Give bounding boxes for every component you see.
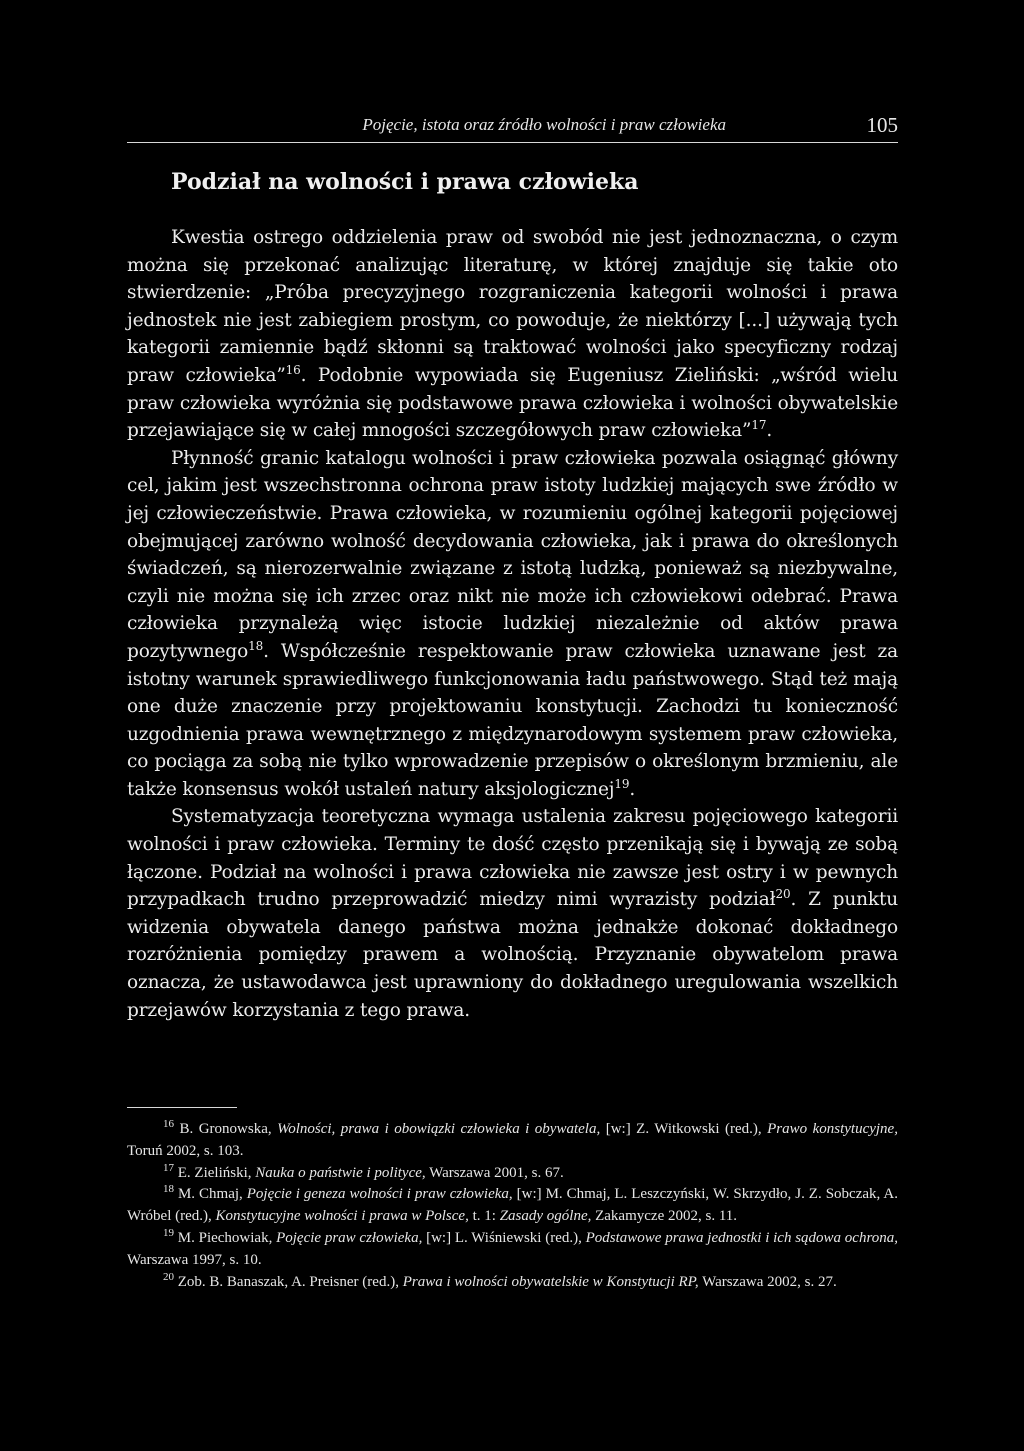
footnote-text: [w:] L. Wiśniewski (red.),: [422, 1229, 586, 1246]
footnote-title: Zasady ogólne,: [499, 1208, 592, 1225]
paragraph-text: Płynność granic katalogu wolności i praw człowieka pozwala osiągnąć główny cel, jakim jest wszechstronna ochrona praw istoty ludzkiej mających swe źródło w jej człowieczeństwie. Prawa człowieka, w rozumieniu ogólnej kategorii pojęciowej obejmującej zarówno wolność decydowania człowieka, jak i prawa do określonych świadczeń, są nierozerwalnie związane z istotą ludzką, ponieważ są niezbywalne, czyli nie można się ich zrzec oraz nikt nie może ich człowiekowi odebrać. Prawa człowieka przynależą więc istocie ludzkiej niezależnie od aktów prawa pozytywnego: [127, 447, 898, 662]
footnote-reference[interactable]: 18: [248, 638, 264, 653]
paragraph-text: .: [629, 778, 636, 800]
footnote: [127, 1184, 898, 1228]
footnote-title: Nauka o państwie i polityce,: [255, 1164, 426, 1181]
footnote: [127, 1163, 898, 1185]
footnote: [127, 1272, 898, 1294]
page-number: 105: [866, 113, 898, 137]
footnote-title: Pojęcie i geneza wolności i praw człowieka,: [246, 1186, 513, 1203]
footnote-number: 16: [163, 1118, 174, 1130]
header-rule: [127, 142, 898, 143]
paragraph-text: . Podobnie wypowiada się Eugeniusz Zieliński: „wśród wielu praw człowieka wyróżnia się podstawowe prawa człowieka i wolności obywatelskie przejawiające się w całej mnogości szczegółowych praw człowieka”: [127, 364, 898, 442]
running-title: Pojęcie, istota oraz źródło wolności i praw człowieka: [362, 115, 726, 134]
paragraph-text: .: [766, 420, 773, 442]
section-heading: Podział na wolności i prawa człowieka: [171, 169, 639, 195]
footnote-text: B. Gronowska,: [174, 1121, 278, 1137]
footnote-text: Toruń 2002, s. 103.: [127, 1142, 244, 1159]
footnote-reference[interactable]: 17: [751, 418, 767, 432]
footnote-rule: [127, 1107, 237, 1108]
footnote-title: Pojęcie praw człowieka,: [276, 1229, 423, 1246]
footnote-text: Warszawa 2002, s. 27.: [698, 1273, 837, 1290]
footnote-number: 18: [163, 1183, 174, 1196]
footnote-text: E. Zieliński,: [174, 1164, 256, 1181]
footnote-text: Zakamycze 2002, s. 11.: [591, 1208, 738, 1225]
paragraph: [127, 224, 898, 445]
footnote: [127, 1119, 898, 1163]
footnote-title: Prawo konstytucyjne,: [767, 1121, 898, 1137]
footnote-title: Prawa i wolności obywatelskie w Konstytucji RP,: [402, 1273, 699, 1290]
paragraph-text: . Z punktu widzenia obywatela danego państwa można jednakże dokonać dokładnego rozróżnienia pomiędzy prawem a wolnością. Przyznanie obywatelom prawa oznacza, że ustawodawca jest uprawniony do dokładnego uregulowania wszelkich przejawów korzystania z tego prawa.: [127, 889, 898, 1021]
footnote: [127, 1228, 898, 1272]
footnote-number: 19: [163, 1226, 174, 1239]
footnote-reference[interactable]: 19: [614, 776, 630, 791]
footnote-title: Podstawowe prawa jednostki i ich sądowa ochrona,: [585, 1229, 899, 1246]
footnote-text: Zob. B. Banaszak, A. Preisner (red.),: [174, 1273, 403, 1290]
footnote-text: [w:] Z. Witkowski (red.),: [600, 1121, 768, 1137]
body-text: [127, 224, 898, 1024]
paragraph-text: . Współcześnie respektowanie praw człowieka uznawane jest za istotny warunek sprawiedliwego funkcjonowania ładu państwowego. Stąd też mają one duże znaczenie przy projektowaniu konstytucji. Zachodzi tu konieczność uzgodnienia prawa wewnętrznego z międzynarodowym systemem praw człowieka, co pociąga za sobą nie tylko wprowadzenie przepisów o określonym brzmieniu, ale także konsensus wokół ustaleń natury aksjologicznej: [127, 640, 898, 800]
footnote-text: M. Chmaj,: [174, 1186, 247, 1203]
paragraph-text: Kwestia ostrego oddzielenia praw od swobód nie jest jednoznaczna, o czym można się przekonać analizując literaturę, w której znajduje się takie oto stwierdzenie: „Próba precyzyjnego rozgraniczenia kategorii wolności i prawa jednostek nie jest zabiegiem prostym, co powoduje, że niektórzy [...] używają tych kategorii zamiennie bądź skłonni są traktować wolności jako specyficzny rodzaj praw człowieka”: [127, 227, 898, 386]
footnote-text: [w:] M. Chmaj, L. Leszczyński, W. Skrzydło, J. Z. Sobczak, A. Wróbel (red.),: [127, 1186, 898, 1225]
footnote-title: Konstytucyjne wolności i prawa w Polsce,: [215, 1208, 469, 1225]
footnote-number: 17: [163, 1161, 174, 1174]
paragraph: [127, 803, 898, 1024]
footnote-number: 20: [163, 1270, 174, 1283]
footnote-text: Warszawa 1997, s. 10.: [127, 1251, 262, 1268]
footnotes: [127, 1119, 898, 1293]
footnote-text: M. Piechowiak,: [174, 1229, 277, 1246]
footnote-text: t. 1:: [468, 1208, 500, 1225]
footnote-text: Warszawa 2001, s. 67.: [425, 1164, 564, 1181]
paragraph: [127, 445, 898, 804]
footnote-title: Wolności, prawa i obowiązki człowieka i obywatela,: [277, 1121, 601, 1137]
paragraph-text: Systematyzacja teoretyczna wymaga ustalenia zakresu pojęciowego kategorii wolności i praw człowieka. Terminy te dość często przenikają się i bywają ze sobą łączone. Podział na wolności i prawa człowieka nie zawsze jest ostry i w pewnych przypadkach trudno przeprowadzić miedzy nimi wyrazisty podział: [127, 806, 898, 911]
footnote-reference[interactable]: 16: [285, 362, 301, 377]
footnote-reference[interactable]: 20: [775, 887, 791, 902]
running-header: [127, 113, 898, 143]
